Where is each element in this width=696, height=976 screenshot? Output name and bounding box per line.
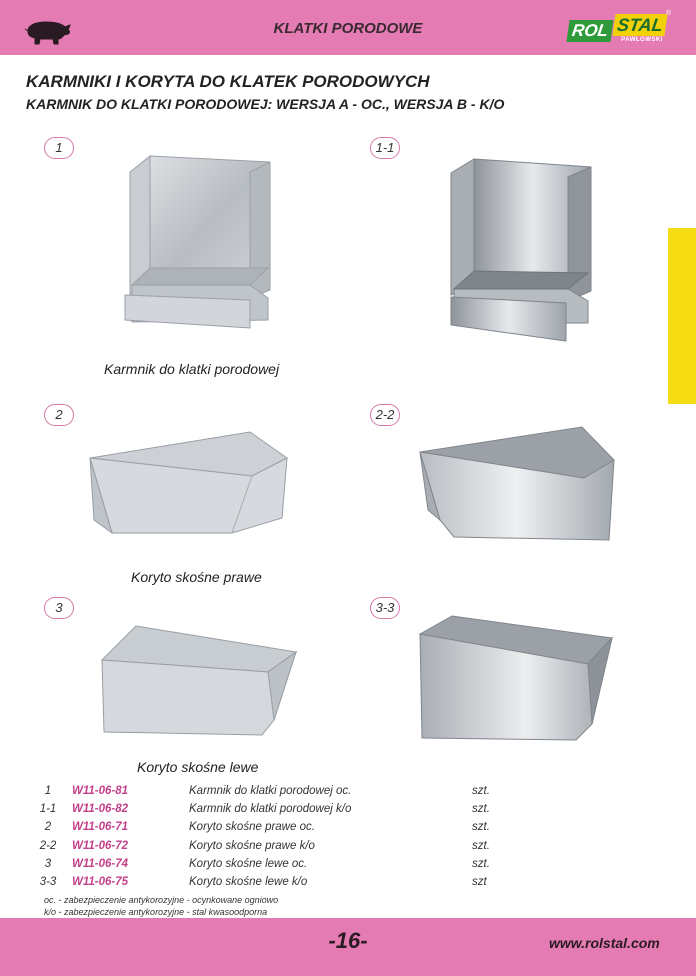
product-description: Karmnik do klatki porodowej k/o: [189, 803, 352, 816]
website-link[interactable]: www.rolstal.com: [549, 935, 660, 951]
logo-subtitle: PAWŁOWSKI: [621, 37, 663, 43]
trough-right-galvanized-image: [82, 428, 292, 538]
page-number: -16-: [328, 928, 368, 953]
item-badge-3-3: 3-3: [370, 597, 400, 619]
trough-left-galvanized-image: [98, 620, 298, 740]
item-badge-1-1: 1-1: [370, 137, 400, 159]
item-badge-2-2: 2-2: [370, 404, 400, 426]
section-tab[interactable]: [668, 228, 696, 404]
product-description: Koryto skośne prawe oc.: [189, 821, 315, 834]
trough-right-stainless-image: [414, 422, 619, 547]
table-row: [26, 858, 506, 876]
product-code: W11-06-75: [72, 875, 129, 888]
row-number: 3: [44, 857, 52, 870]
feeder-stainless-image: [446, 155, 606, 345]
product-code: W11-06-72: [72, 839, 129, 852]
table-row: [26, 840, 506, 858]
product-unit: szt: [472, 875, 487, 888]
product-unit: szt.: [472, 803, 490, 816]
feeder-galvanized-image: [120, 150, 280, 335]
row-number: 3-3: [39, 875, 57, 888]
product-code: W11-06-74: [72, 857, 129, 870]
product-unit: szt.: [472, 785, 490, 797]
logo-rol: ROL: [566, 20, 613, 42]
row-number: 1: [44, 785, 52, 797]
logo-registered: ®: [666, 10, 672, 17]
table-row: [26, 876, 506, 894]
caption-left-trough: Koryto skośne lewe: [137, 759, 259, 775]
trough-left-stainless-image: [416, 612, 616, 752]
product-description: Karmnik do klatki porodowej oc.: [189, 785, 352, 797]
item-badge-2: 2: [44, 404, 74, 426]
product-unit: szt.: [472, 857, 490, 870]
page-title: KARMNIKI I KORYTA DO KLATEK PORODOWYCH: [26, 72, 430, 91]
product-unit: szt.: [472, 821, 490, 834]
rolstal-logo: [568, 10, 672, 46]
product-table: [26, 785, 506, 894]
product-code: W11-06-82: [72, 803, 129, 816]
row-number: 2: [44, 821, 52, 834]
row-number: 1-1: [39, 803, 57, 816]
section-title: KLATKI PORODOWE: [273, 20, 423, 37]
row-number: 2-2: [39, 839, 57, 852]
table-row: [26, 803, 506, 821]
item-badge-1: 1: [44, 137, 74, 159]
product-description: Koryto skośne lewe oc.: [189, 857, 308, 870]
table-row: [26, 785, 506, 803]
logo-stal: STAL: [612, 14, 667, 36]
note-ko: k/o - zabezpieczenie antykorozyjne - stal kwasoodporna: [44, 907, 268, 917]
table-row: [26, 821, 506, 839]
note-oc: oc. - zabezpieczenie antykorozyjne - ocynkowane ogniowo: [44, 895, 279, 905]
product-code: W11-06-81: [72, 785, 129, 797]
item-badge-3: 3: [44, 597, 74, 619]
product-code: W11-06-71: [72, 821, 129, 834]
product-unit: szt.: [472, 839, 490, 852]
product-description: Koryto skośne prawe k/o: [189, 839, 315, 852]
product-description: Koryto skośne lewe k/o: [189, 875, 308, 888]
caption-right-trough: Koryto skośne prawe: [131, 569, 262, 585]
page-subtitle: KARMNIK DO KLATKI PORODOWEJ: WERSJA A - OC., WERSJA B - K/O: [26, 96, 505, 112]
caption-feeder: Karmnik do klatki porodowej: [104, 361, 280, 377]
